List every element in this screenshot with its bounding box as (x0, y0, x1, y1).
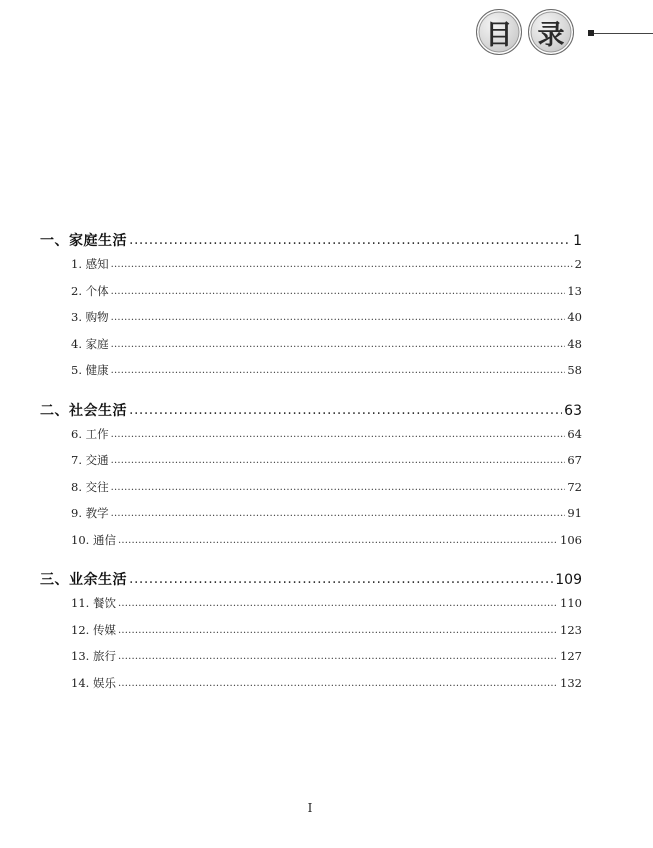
dot-leader (118, 648, 558, 662)
page-number: 91 (567, 506, 582, 520)
page-number: 2 (574, 257, 582, 271)
entry-title: 2. 个体 (71, 283, 109, 298)
dot-leader (111, 362, 566, 376)
entry-title: 5. 健康 (71, 363, 109, 377)
entry-title: 12. 传媒 (71, 622, 116, 637)
dot-leader (111, 505, 566, 519)
toc-entry[interactable] (40, 532, 582, 559)
toc-entry[interactable] (40, 452, 582, 479)
dot-leader (118, 532, 558, 546)
entry-title: 13. 旅行 (71, 649, 116, 663)
dot-leader (111, 283, 566, 297)
page-number: 58 (567, 363, 582, 377)
dot-leader (118, 675, 558, 689)
toc-entry[interactable] (40, 336, 582, 363)
toc-section-entry[interactable] (40, 400, 582, 426)
toc-entry[interactable] (40, 479, 582, 506)
toc-entry[interactable] (40, 256, 582, 283)
entry-title: 3. 购物 (71, 310, 109, 324)
section-title: 三、业余生活 (40, 572, 127, 588)
dot-leader (111, 336, 566, 350)
toc-entry[interactable] (40, 362, 582, 389)
dot-leader (111, 256, 573, 270)
page-number: 123 (560, 622, 582, 637)
title-char-badge: 目 (476, 9, 522, 55)
entry-title: 9. 教学 (71, 506, 109, 520)
toc-section (40, 230, 582, 389)
dot-leader (129, 571, 553, 587)
dot-leader (111, 452, 566, 466)
toc-entry[interactable] (40, 675, 582, 702)
page-number: 67 (567, 453, 582, 467)
page-number: 110 (560, 596, 582, 610)
toc-section-entry[interactable] (40, 569, 582, 595)
page-number: 72 (567, 479, 582, 494)
title-rule (594, 33, 653, 34)
toc-entry[interactable] (40, 595, 582, 622)
page-number: 1 (573, 233, 582, 249)
table-of-contents (40, 230, 582, 712)
entry-title: 7. 交通 (71, 453, 109, 467)
page-marker: I (307, 801, 313, 815)
title-char-badge: 录 (528, 9, 574, 55)
toc-section (40, 569, 582, 701)
page-number: 48 (567, 336, 582, 351)
entry-title: 1. 感知 (71, 257, 109, 271)
page-number: 109 (555, 572, 582, 588)
dot-leader (118, 622, 558, 636)
dot-leader (118, 595, 558, 609)
dot-leader (111, 309, 566, 323)
toc-entry[interactable] (40, 505, 582, 532)
section-title: 二、社会生活 (40, 402, 127, 419)
page-number: 13 (567, 283, 582, 298)
toc-title (476, 9, 653, 57)
toc-entry[interactable] (40, 309, 582, 336)
page-number: 132 (560, 675, 582, 690)
entry-title: 4. 家庭 (71, 336, 109, 351)
page-number: 63 (564, 402, 582, 419)
entry-title: 11. 餐饮 (71, 596, 116, 610)
toc-entry[interactable] (40, 622, 582, 649)
dot-leader (129, 232, 571, 248)
entry-title: 14. 娱乐 (71, 675, 116, 690)
page-number: 127 (560, 649, 582, 663)
entry-title: 10. 通信 (71, 532, 116, 547)
dot-leader (111, 426, 566, 440)
entry-title: 6. 工作 (71, 426, 109, 441)
toc-entry[interactable] (40, 648, 582, 675)
page-number: 64 (567, 426, 582, 441)
toc-section-entry[interactable] (40, 230, 582, 256)
toc-section (40, 400, 582, 559)
page-number: 106 (560, 532, 582, 547)
dot-leader (129, 402, 562, 418)
page-number: 40 (567, 310, 582, 324)
dot-leader (111, 479, 566, 493)
toc-entry[interactable] (40, 283, 582, 310)
toc-entry[interactable] (40, 426, 582, 453)
section-title: 一、家庭生活 (40, 233, 127, 249)
entry-title: 8. 交往 (71, 479, 109, 494)
